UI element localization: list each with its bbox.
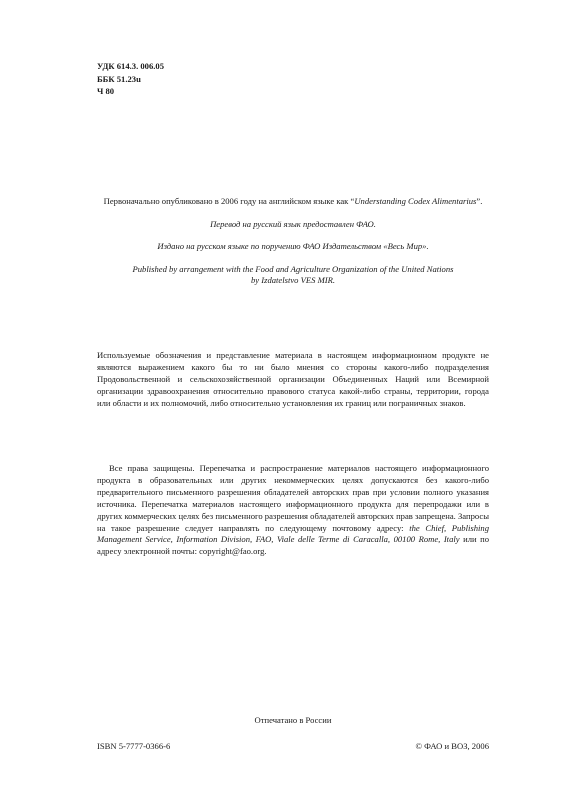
classification-codes bbox=[97, 60, 164, 98]
original-title: Understanding Codex Alimentarius bbox=[354, 196, 477, 206]
disclaimer-paragraph: Используемые обозначения и представление материала в настоящем информационном продукте не являются выражением какого бы то ни было мнения со стороны какого-либо подразделения Продовольственной и сельскохозяйственной организации Объединенных Наций или Всемирной организации здравоохранения относительно правового статуса какой-либо страны, территории, города или области и их полномочий, либо относительно установления их границ или пограничных знаков. bbox=[97, 350, 489, 409]
russian-edition-note: Издано на русском языке по поручению ФАО Издательством «Весь Мир». bbox=[157, 241, 429, 251]
author-mark: Ч 80 bbox=[97, 86, 115, 96]
publication-info bbox=[97, 196, 489, 297]
english-arrangement-note: Published by arrangement with the Food and Agriculture Organization of the United Nations by Izdatelstvo VES MIR. bbox=[132, 263, 454, 285]
original-publication-note: Первоначально опубликовано в 2006 году на английском языке как “Understanding Codex Alimentarius”. bbox=[103, 196, 483, 206]
printed-in: Отпечатано в России bbox=[254, 715, 332, 725]
translation-note: Перевод на русский язык предоставлен ФАО. bbox=[210, 218, 376, 229]
postal-address: the Chief, Publishing Management Service, Information Division, FAO, Viale delle Terme di Caracalla, 00100 Rome, Italy bbox=[97, 522, 489, 545]
udk-code: УДК 614.3. 006.05 bbox=[97, 61, 164, 71]
isbn: ISBN 5-7777-0366-6 bbox=[97, 741, 171, 751]
bbk-code: ББК 51.23u bbox=[97, 73, 141, 84]
rights-paragraph: Все права защищены. Перепечатка и распространение материалов настоящего информационного продукта в образовательных или других некоммерческих целях допускаются без какого-либо предварительного письменного разрешения обладателей авторских прав при условии полного указания источника. Перепечатка материалов настоящего информационного продукта для перепродажи или в других коммерческих целях без письменного разрешения обладателей авторских прав запрещена. Запросы на такое разрешение следует направлять по следующему почтовому адресу: the Chief, Publishing Management Service, Information Division, FAO, Viale delle Terme di Caracalla, 00100 Rome, Italy или по адресу электронной почты: copyright@fao.org. bbox=[97, 463, 489, 557]
copyright: © ФАО и ВОЗ, 2006 bbox=[415, 741, 489, 751]
